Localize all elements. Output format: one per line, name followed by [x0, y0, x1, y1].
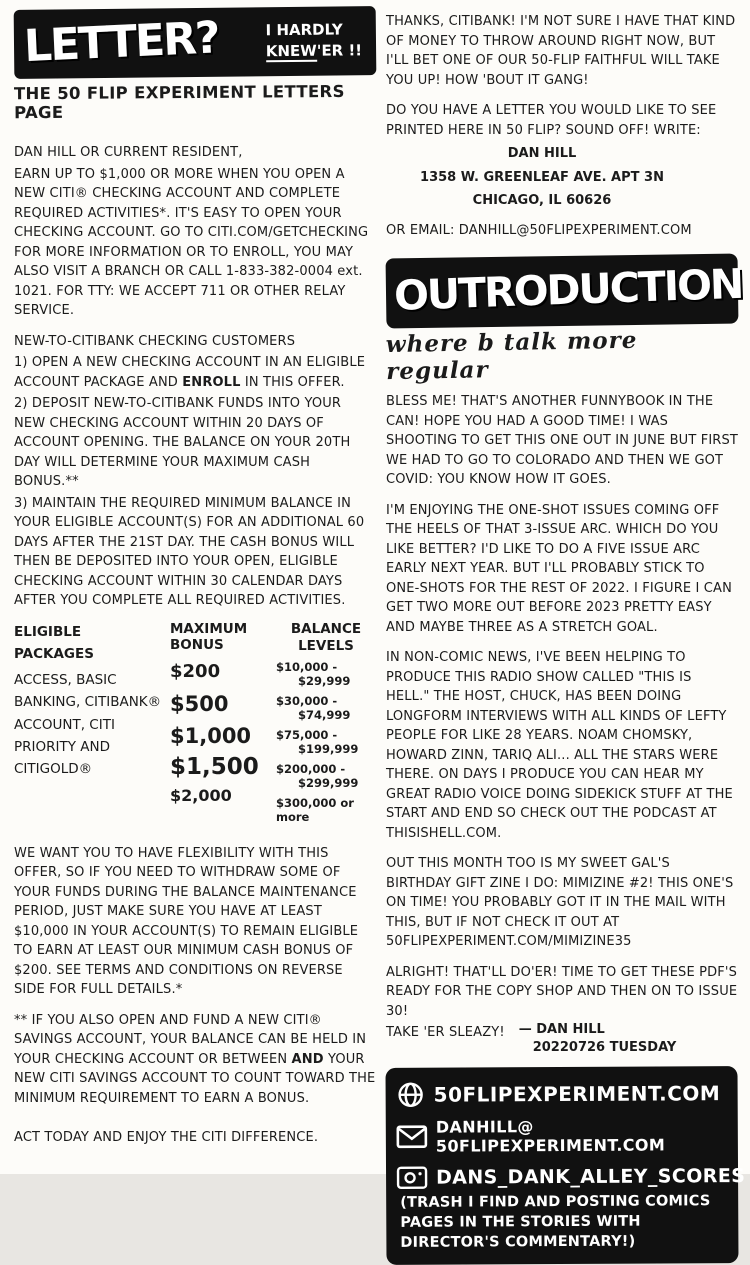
step-2: 2) DEPOSIT NEW-TO-CITIBANK FUNDS INTO YOUR NEW CHECKING ACCOUNT WITHIN 20 DAYS OF ACCOUNT OPENING. THE BALANCE ON YOUR 20TH DAY WILL DETERMINE YOUR MAXIMUM CASH BONUS.** [14, 394, 376, 492]
left-column [14, 0, 376, 1159]
table-header-packages: ELIGIBLE PACKAGES [14, 621, 164, 666]
editor-reply: THANKS, CITIBANK! I'M NOT SURE I HAVE THAT KIND OF MONEY TO THROW AROUND RIGHT NOW, BUT I'LL BET ONE OF OUR 50-FLIP FAITHFUL WILL TAKE YOU UP! HOW 'BOUT IT GANG! [386, 12, 738, 90]
table-row: $200,000 - $299,999 [276, 762, 376, 790]
banner-side-text: I HARDLY KNEW'ER !! [265, 19, 366, 61]
table-row: $2,000 [170, 786, 270, 805]
email-address: DANHILL@ 50FLIPEXPERIMENT.COM [436, 1117, 666, 1157]
banner-title: LETTER? [23, 12, 220, 72]
bonus-table [14, 621, 376, 830]
instagram-note: (TRASH I FIND AND POSTING COMICS PAGES IN THE STORIES WITH DIRECTOR'S COMMENTARY!) [400, 1193, 726, 1253]
signature-row [386, 1023, 738, 1057]
table-row: $200 [170, 661, 270, 682]
table-col-bonus [170, 621, 270, 830]
table-row: $300,000 or more [276, 796, 376, 824]
step-1: 1) OPEN A NEW CHECKING ACCOUNT IN AN ELIGIBLE ACCOUNT PACKAGE AND ENROLL IN THIS OFFER. [14, 353, 376, 392]
outro-paragraph-alright: ALRIGHT! THAT'LL DO'ER! TIME TO GET THESE PDF'S READY FOR THE COPY SHOP AND THEN ON TO ISSUE 30! [386, 963, 738, 1022]
step-3: 3) MAINTAIN THE REQUIRED MINIMUM BALANCE IN YOUR ELIGIBLE ACCOUNT(S) FOR AN ADDITIONAL 60 DAYS AFTER THE 21ST DAY. THE CASH BONUS WILL THEN BE DEPOSITED INTO YOUR OPEN, ELIGIBLE CHECKING ACCOUNT WITHIN 30 CALENDAR DAYS AFTER YOU COMPLETE ALL REQUIRED ACTIVITIES. [14, 494, 376, 611]
mailing-address-city: CHICAGO, IL 60626 [386, 191, 698, 211]
website-url: 50FLIPEXPERIMENT.COM [434, 1082, 721, 1108]
table-header-balance: BALANCE LEVELS [276, 621, 376, 656]
letter-banner [14, 6, 377, 79]
customers-heading: NEW-TO-CITIBANK CHECKING CUSTOMERS [14, 332, 376, 352]
table-row: $500 [170, 692, 270, 716]
table-row: $30,000 - $74,999 [276, 694, 376, 722]
table-cell-packages: ACCESS, BASIC BANKING, CITIBANK® ACCOUNT, CITI PRIORITY AND CITIGOLD® [14, 669, 164, 780]
table-col-packages [14, 621, 164, 830]
signature-name: — DAN HILL [519, 1021, 677, 1039]
outro-paragraph-radio: IN NON-COMIC NEWS, I'VE BEEN HELPING TO PRODUCE THIS RADIO SHOW CALLED "THIS IS HELL." THE HOST, CHUCK, HAS BEEN DOING LONGFORM INTERVIEWS WITH ALL KINDS OF LEFTY PEOPLE FOR LIKE 28 YEARS. NOAM CHOMSKY, HOWARD ZINN, TARIQ ALI... ALL THE STARS WERE THERE. ON DAYS I PRODUCE YOU CAN HEAR MY GREAT RADIO VOICE DOING SIDEKICK STUFF AT THE START AND END SO CHECK OUT THE PODCAST AT THISISHELL.COM. [386, 648, 738, 843]
contact-box [385, 1066, 738, 1265]
right-column [386, 0, 738, 1264]
camera-icon [396, 1164, 428, 1192]
letter-salutation: DAN HILL OR CURRENT RESIDENT, [14, 143, 376, 163]
table-row: $1,500 [170, 754, 270, 780]
mailing-address-name: DAN HILL [386, 144, 698, 164]
signature [519, 1021, 677, 1057]
instagram-row [396, 1163, 726, 1193]
signature-date: 20220726 TUESDAY [519, 1039, 677, 1057]
outro-paragraph-bless: BLESS ME! THAT'S ANOTHER FUNNYBOOK IN THE CAN! HOPE YOU HAD A GOOD TIME! I WAS SHOOTING TO GET THIS ONE OUT IN JUNE BUT FIRST WE HAD TO GO TO COLORADO AND THEN WE GOT COVID: YOU KNOW HOW IT GOES. [386, 392, 738, 490]
table-header-bonus: MAXIMUM BONUS [170, 621, 270, 653]
sign-off: TAKE 'ER SLEAZY! [386, 1023, 505, 1043]
letter-body-1: EARN UP TO $1,000 OR MORE WHEN YOU OPEN A NEW CITI® CHECKING ACCOUNT AND COMPLETE REQUIRED ACTIVITIES*. IT'S EASY TO OPEN YOUR CHECKING ACCOUNT. GO TO CITI.COM/GETCHECKING FOR MORE INFORMATION OR TO ENROLL, YOU MAY ALSO VISIT A BRANCH OR CALL 1-833-382-0004 ext. 1021. FOR TTY: WE ACCEPT 711 OR OTHER RELAY SERVICE. [14, 165, 376, 321]
flexibility-paragraph: WE WANT YOU TO HAVE FLEXIBILITY WITH THIS OFFER, SO IF YOU NEED TO WITHDRAW SOME OF YOUR FUNDS DURING THE BALANCE MAINTENANCE PERIOD, JUST MAKE SURE YOU HAVE AT LEAST $10,000 IN YOUR ACCOUNT(S) TO REMAIN ELIGIBLE TO EARN AT LEAST OUR MINIMUM CASH BONUS OF $200. SEE TERMS AND CONDITIONS ON REVERSE SIDE FOR FULL DETAILS.* [14, 844, 376, 1000]
instagram-handle: DANS_DANK_ALLEY_SCORES [436, 1166, 745, 1190]
outro-paragraph-oneshots: I'M ENJOYING THE ONE-SHOT ISSUES COMING OFF THE HEELS OF THAT 3-ISSUE ARC. WHICH DO YOU LIKE BETTER? I'D LIKE TO DO A FIVE ISSUE ARC EARLY NEXT YEAR. BUT I'LL PROBABLY STICK TO ONE-SHOTS FOR THE REST OF 2022. I FIGURE I CAN GET TWO MORE OUT BEFORE 2023 PRETTY EASY AND MAYBE THREE AS A STRETCH GOAL. [386, 501, 738, 638]
website-row [396, 1079, 726, 1111]
call-for-letters: DO YOU HAVE A LETTER YOU WOULD LIKE TO SEE PRINTED HERE IN 50 FLIP? SOUND OFF! WRITE: [386, 101, 738, 140]
mailing-address-street: 1358 W. GREENLEAF AVE. APT 3N [386, 168, 698, 188]
table-row: $1,000 [170, 724, 270, 748]
email-line: OR EMAIL: DANHILL@50FLIPEXPERIMENT.COM [386, 221, 738, 241]
table-row: $75,000 - $199,999 [276, 728, 376, 756]
email-row [396, 1117, 726, 1157]
footnote-paragraph: ** IF YOU ALSO OPEN AND FUND A NEW CITI® SAVINGS ACCOUNT, YOUR BALANCE CAN BE HELD IN YOUR CHECKING ACCOUNT OR BETWEEN AND YOUR NEW CITI SAVINGS ACCOUNT TO COUNT TOWARD THE MINIMUM REQUIREMENT TO EARN A BONUS. [14, 1011, 376, 1109]
outroduction-subtitle: where b talk more regular [386, 325, 739, 385]
outro-paragraph-mimizine: OUT THIS MONTH TOO IS MY SWEET GAL'S BIRTHDAY GIFT ZINE I DO: MIMIZINE #2! THIS ONE'S ON TIME! YOU PROBABLY GOT IT IN THE MAIL WITH THIS, BUT IF NOT CHECK IT OUT AT 50FLIPEXPERIMENT.COM/MIMIZINE35 [386, 854, 738, 952]
table-col-balance [276, 621, 376, 830]
globe-icon [396, 1080, 426, 1110]
mail-icon [396, 1124, 428, 1150]
outroduction-title: OUTRODUCTION [393, 260, 730, 320]
closing-line: ACT TODAY AND ENJOY THE CITI DIFFERENCE. [14, 1128, 376, 1148]
page-title: THE 50 FLIP EXPERIMENT LETTERS PAGE [14, 82, 376, 123]
table-row: $10,000 - $29,999 [276, 660, 376, 688]
outroduction-banner [386, 254, 739, 329]
